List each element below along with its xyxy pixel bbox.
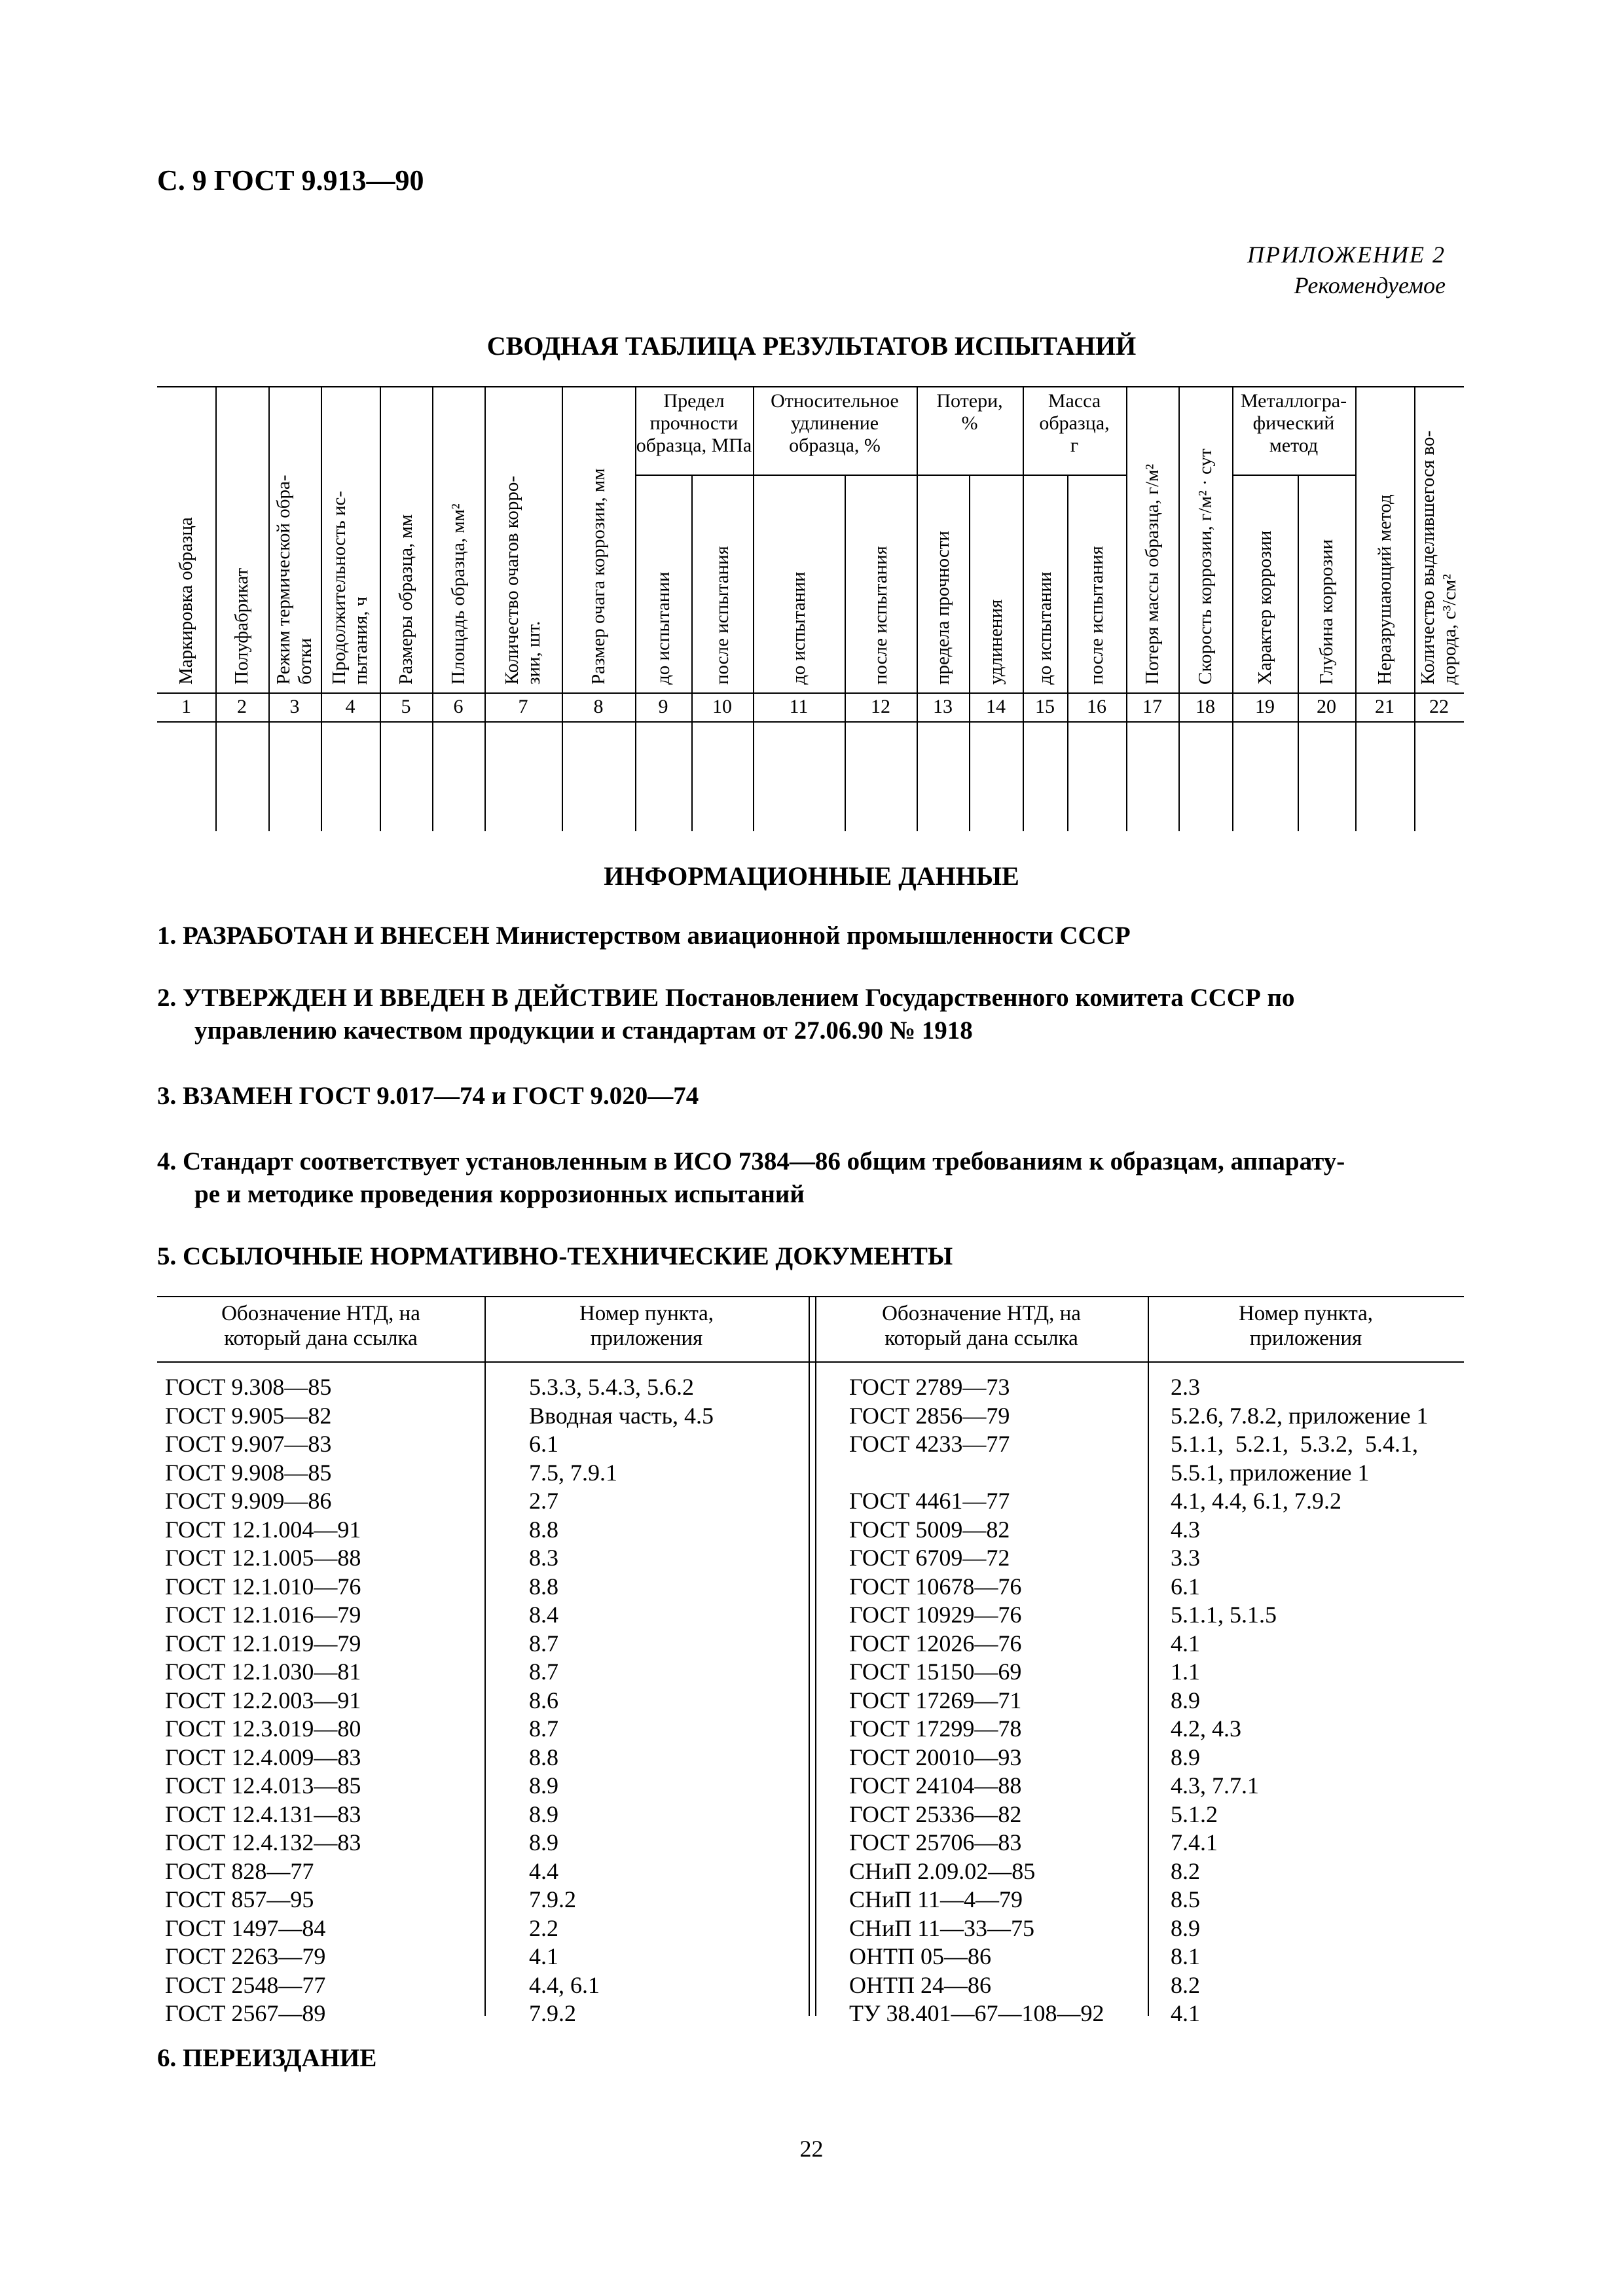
ref-cell: ГОСТ 9.908—85 [165,1459,332,1486]
ref-cell: Вводная часть, 4.5 [529,1402,714,1429]
ref-cell: ТУ 38.401—67—108—92 [849,2000,1104,2026]
ref-cell: ГОСТ 12.1.005—88 [165,1545,361,1571]
ref-cell: 5.1.2 [1171,1801,1218,1827]
ref-cell: ГОСТ 10929—76 [849,1602,1022,1628]
info-item-2-line2: управлению качеством продукции и стандартам от 27.06.90 № 1918 [194,1016,973,1045]
ref-cell: ГОСТ 17299—78 [849,1715,1022,1742]
header-line: приложения [1249,1327,1362,1350]
ref-cell: 4.4, 6.1 [529,1971,600,1998]
table-rule [268,386,270,831]
ref-header-doc-left [157,1301,484,1351]
ref-header-doc-right [815,1301,1148,1351]
column-header-line: Количество выделившегося во- [1417,430,1438,685]
ref-cell: СНиП 2.09.02—85 [849,1857,1036,1884]
results-table [157,386,1464,831]
ref-cell: 4.2, 4.3 [1171,1715,1241,1742]
header-line: который дана ссылка [884,1327,1078,1350]
ref-cell: ГОСТ 2789—73 [849,1374,1010,1400]
ref-right-items [1171,1373,1429,2028]
column-number: 3 [289,696,300,717]
column-header-line: до испытании [652,571,674,685]
table-rule [845,475,846,831]
ref-cell: 8.8 [529,1573,558,1600]
ref-cell: ГОСТ 2567—89 [165,2000,326,2026]
column-number: 1 [181,696,191,717]
ref-cell: 6.1 [1171,1573,1200,1600]
info-item-4-line2: ре и методике проведения коррозионных испытаний [194,1180,805,1208]
ref-cell: 4.3 [1171,1516,1200,1543]
table-rule [1126,386,1127,831]
column-header-7 [501,476,545,685]
ref-cell: 7.4.1 [1171,1829,1218,1856]
header-line: Номер пункта, [1238,1302,1374,1325]
group-header-line: образца, [1039,412,1110,434]
ref-cell: 8.2 [1171,1971,1200,1998]
ref-cell: ГОСТ 12.3.019—80 [165,1715,361,1742]
column-header-line: предела прочности [932,531,953,685]
column-header-1 [175,517,197,685]
ref-cell: ГОСТ 4233—77 [849,1431,1010,1457]
table-rule [157,386,1464,387]
ref-cell: 4.1 [1171,2000,1200,2026]
group-header-line: Масса [1048,390,1101,412]
ref-cell: ГОСТ 12.2.003—91 [165,1687,361,1713]
group-header-line: фический [1252,412,1335,434]
table-rule [157,1296,1464,1297]
column-header-line: Скорость коррозии, г/м² · сут [1194,448,1216,685]
ref-cell: ГОСТ 4461—77 [849,1488,1010,1514]
appendix-label: ПРИЛОЖЕНИЕ 2 [1247,242,1446,268]
ref-cell: ОНТП 05—86 [849,1943,991,1969]
ref-right-docs [849,1373,1104,2028]
ref-cell: ГОСТ 25706—83 [849,1829,1022,1856]
column-number: 5 [401,696,411,717]
column-number: 6 [453,696,464,717]
ref-cell: 4.4 [529,1857,558,1884]
column-header-line: пытания, ч [350,596,371,685]
ref-cell: ГОСТ 2856—79 [849,1402,1010,1429]
group-header-line: образца, МПа [636,435,752,456]
table-rule [1298,475,1299,831]
column-header-14 [985,600,1007,685]
ref-cell: 8.2 [1171,1857,1200,1884]
table-rule [809,1296,810,2016]
column-number: 17 [1142,696,1162,717]
ref-cell: ГОСТ 12.1.030—81 [165,1659,361,1685]
group-header-line: г [1070,435,1079,456]
table-rule [969,475,970,831]
column-header-line: Режим термической обра- [273,475,294,685]
results-table-title: СВОДНАЯ ТАБЛИЦА РЕЗУЛЬТАТОВ ИСПЫТАНИЙ [486,331,1137,361]
table-rule [1148,1296,1149,2016]
column-header-20 [1316,539,1338,685]
column-header-line: Неразрушающий метод [1374,494,1395,685]
ref-cell: ГОСТ 12.1.010—76 [165,1573,361,1600]
ref-cell: ГОСТ 828—77 [165,1857,314,1884]
column-number: 20 [1317,696,1336,717]
column-header-line: Характер коррозии [1254,530,1275,685]
group-header-elongation [753,390,917,457]
column-header-18 [1195,448,1216,685]
ref-cell: ГОСТ 12.1.019—79 [165,1630,361,1657]
ref-header-item-left [484,1301,809,1351]
column-number: 9 [658,696,668,717]
ref-cell: 5.1.1, 5.1.5 [1171,1602,1277,1628]
ref-cell: 2.3 [1171,1374,1200,1400]
column-header-line: после испытания [869,546,891,685]
table-rule [1414,386,1415,831]
group-header-line: удлинение [790,412,879,434]
ref-cell: 1.1 [1171,1659,1200,1685]
info-item-5: 5. ССЫЛОЧНЫЕ НОРМАТИВНО-ТЕХНИЧЕСКИЕ ДОКУМЕНТЫ [157,1242,953,1270]
page-number: 22 [799,2136,824,2162]
group-header-line: прочности [649,412,739,434]
info-item-1: 1. РАЗРАБОТАН И ВНЕСЕН Министерством авиационной промышленности СССР [157,922,1131,950]
column-number: 2 [237,696,247,717]
ref-cell: ГОСТ 2548—77 [165,1971,326,1998]
ref-cell: ГОСТ 15150—69 [849,1659,1022,1685]
column-number: 16 [1087,696,1106,717]
ref-cell: ГОСТ 12026—76 [849,1630,1022,1657]
column-number: 15 [1035,696,1055,717]
ref-cell: 4.3, 7.7.1 [1171,1772,1259,1799]
group-header-line: Предел [663,390,725,412]
column-header-22 [1417,431,1461,685]
table-rule [691,475,693,831]
ref-left-items [529,1373,714,2028]
column-header-21 [1374,494,1396,685]
ref-cell: ГОСТ 1497—84 [165,1914,326,1941]
header-line: Обозначение НТД, на [221,1302,420,1325]
ref-cell: ГОСТ 2263—79 [165,1943,326,1969]
column-header-8 [588,468,610,685]
table-rule [1023,475,1126,476]
ref-cell: 8.8 [529,1744,558,1770]
table-rule [815,1296,816,2016]
ref-cell: 4.1 [1171,1630,1200,1657]
ref-left-docs [165,1373,361,2028]
column-header-19 [1254,531,1276,685]
group-header-line: Потери, [936,390,1003,412]
column-number: 18 [1195,696,1215,717]
group-header-line: образца, % [789,435,881,456]
column-header-line: до испытании [1034,571,1055,685]
ref-cell: ГОСТ 12.1.016—79 [165,1602,361,1628]
table-rule [753,475,917,476]
column-header-line: Продолжительность ис- [329,490,350,685]
ref-cell: 8.9 [1171,1914,1200,1941]
ref-cell: ГОСТ 12.4.013—85 [165,1772,361,1799]
ref-cell: 5.3.3, 5.4.3, 5.6.2 [529,1374,694,1400]
ref-cell: 8.9 [1171,1687,1200,1713]
ref-cell: 7.5, 7.9.1 [529,1459,617,1486]
group-header-line: Металлогра- [1240,390,1347,412]
ref-cell: 8.1 [1171,1943,1200,1969]
column-header-11 [788,572,810,685]
info-item-2-line1: 2. УТВЕРЖДЕН И ВВЕДЕН В ДЕЙСТВИЕ Постановлением Государственного комитета СССР по [157,984,1295,1012]
ref-cell: ГОСТ 24104—88 [849,1772,1022,1799]
ref-cell: ГОСТ 857—95 [165,1886,314,1912]
column-number: 11 [789,696,809,717]
ref-cell: 2.2 [529,1914,558,1941]
ref-header-item-right [1148,1301,1464,1351]
column-number: 21 [1375,696,1395,717]
ref-cell: ГОСТ 9.907—83 [165,1431,332,1457]
column-header-6 [448,503,469,685]
column-header-2 [231,568,253,685]
info-item-4-line1: 4. Стандарт соответствует установленным в ИСО 7384—86 общим требованиям к образцам, аппарату- [157,1147,1345,1175]
column-header-10 [712,546,733,685]
column-header-line: Потеря массы образца, г/м² [1141,463,1163,685]
column-header-13 [932,531,954,685]
header-line: приложения [590,1327,703,1350]
ref-cell: ОНТП 24—86 [849,1971,991,1998]
column-header-line: ботки [295,637,316,685]
column-header-line: после испытания [1085,546,1107,685]
ref-cell: ГОСТ 25336—82 [849,1801,1022,1827]
ref-cell: 8.9 [529,1829,558,1856]
ref-cell: 8.3 [529,1545,558,1571]
column-header-17 [1142,464,1163,685]
ref-cell: 8.7 [529,1630,558,1657]
ref-cell: ГОСТ 12.4.132—83 [165,1829,361,1856]
column-number: 8 [593,696,604,717]
group-header-metallographic [1232,390,1355,457]
table-rule [157,1361,1464,1363]
ref-cell: 7.9.2 [529,1886,576,1912]
column-number: 22 [1429,696,1449,717]
table-rule [1067,475,1068,831]
ref-cell: ГОСТ 20010—93 [849,1744,1022,1770]
ref-cell: СНиП 11—4—79 [849,1886,1023,1912]
ref-cell: 8.9 [529,1801,558,1827]
header-line: Обозначение НТД, на [882,1302,1081,1325]
ref-cell: 4.1, 4.4, 6.1, 7.9.2 [1171,1488,1341,1514]
ref-cell: ГОСТ 10678—76 [849,1573,1022,1600]
column-header-line: дорода, с³/см² [1439,573,1460,685]
column-header-line: Полуфабрикат [231,567,252,685]
column-number: 4 [345,696,356,717]
column-number: 12 [871,696,890,717]
table-rule [635,475,753,476]
column-number: 13 [933,696,953,717]
table-rule [321,386,322,831]
ref-cell: 5.1.1, 5.2.1, 5.3.2, 5.4.1, [1171,1431,1418,1457]
group-header-line: % [961,412,978,434]
column-header-line: после испытания [711,546,733,685]
column-header-4 [329,491,372,685]
column-header-5 [395,514,417,685]
ref-cell: ГОСТ 9.909—86 [165,1488,332,1514]
page-header: С. 9 ГОСТ 9.913—90 [157,164,424,196]
ref-cell: СНиП 11—33—75 [849,1914,1034,1941]
column-header-16 [1086,546,1108,685]
ref-cell: ГОСТ 9.308—85 [165,1374,332,1400]
column-header-line: Глубина коррозии [1315,539,1337,685]
ref-cell: 8.7 [529,1715,558,1742]
column-header-line: до испытании [788,571,809,685]
group-header-line: метод [1269,435,1319,456]
appendix-status: Рекомендуемое [1294,272,1446,298]
group-header-line: Относительное [771,390,899,412]
column-number: 14 [986,696,1006,717]
ref-cell: 8.7 [529,1659,558,1685]
table-rule [917,475,1023,476]
group-header-losses [917,390,1023,435]
column-header-line: Размеры образца, мм [395,514,416,685]
ref-cell: ГОСТ 9.905—82 [165,1402,332,1429]
column-header-line: Маркировка образца [175,517,196,685]
column-number: 10 [712,696,732,717]
info-item-3: 3. ВЗАМЕН ГОСТ 9.017—74 и ГОСТ 9.020—74 [157,1082,699,1110]
ref-cell: 8.9 [529,1772,558,1799]
table-rule [484,386,486,831]
column-header-9 [653,572,674,685]
ref-cell: ГОСТ 12.1.004—91 [165,1516,361,1543]
table-rule [432,386,433,831]
ref-cell: 4.1 [529,1943,558,1969]
table-rule [484,1296,486,2016]
column-header-line: удлинения [985,599,1006,685]
column-header-line: Размер очага коррозии, мм [587,468,609,685]
table-rule [1232,475,1355,476]
ref-cell: 8.8 [529,1516,558,1543]
column-header-12 [870,546,892,685]
column-header-15 [1034,572,1056,685]
column-number: 19 [1255,696,1275,717]
ref-cell: 8.5 [1171,1886,1200,1912]
ref-cell: 8.4 [529,1602,558,1628]
ref-cell: ГОСТ 5009—82 [849,1516,1010,1543]
header-line: который дана ссылка [224,1327,418,1350]
column-header-line: зии, шт. [523,620,544,685]
group-header-strength [635,390,753,457]
table-rule [1178,386,1180,831]
table-rule [562,386,563,831]
table-rule [917,386,918,831]
ref-cell: ГОСТ 17269—71 [849,1687,1022,1713]
group-header-mass [1023,390,1126,457]
column-header-line: Площадь образца, мм² [447,503,469,685]
column-header-3 [273,475,316,685]
table-rule [380,386,381,831]
header-line: Номер пункта, [579,1302,714,1325]
column-number: 7 [518,696,528,717]
table-rule [1355,386,1357,831]
ref-cell: ГОСТ 12.4.009—83 [165,1744,361,1770]
column-header-line: Количество очагов корро- [501,475,522,685]
ref-cell: 2.7 [529,1488,558,1514]
ref-cell: 3.3 [1171,1545,1200,1571]
ref-cell: 5.5.1, приложение 1 [1171,1459,1370,1486]
ref-cell: ГОСТ 12.4.131—83 [165,1801,361,1827]
ref-cell: 8.6 [529,1687,558,1713]
table-rule [157,721,1464,723]
ref-cell: 7.9.2 [529,2000,576,2026]
info-title: ИНФОРМАЦИОННЫЕ ДАННЫЕ [604,861,1019,891]
ref-cell: ГОСТ 6709—72 [849,1545,1010,1571]
table-rule [215,386,217,831]
info-item-6: 6. ПЕРЕИЗДАНИЕ [157,2044,377,2072]
ref-cell: 8.9 [1171,1744,1200,1770]
ref-cell [849,1459,1104,1488]
ref-cell: 6.1 [529,1431,558,1457]
ref-cell: 5.2.6, 7.8.2, приложение 1 [1171,1402,1429,1429]
